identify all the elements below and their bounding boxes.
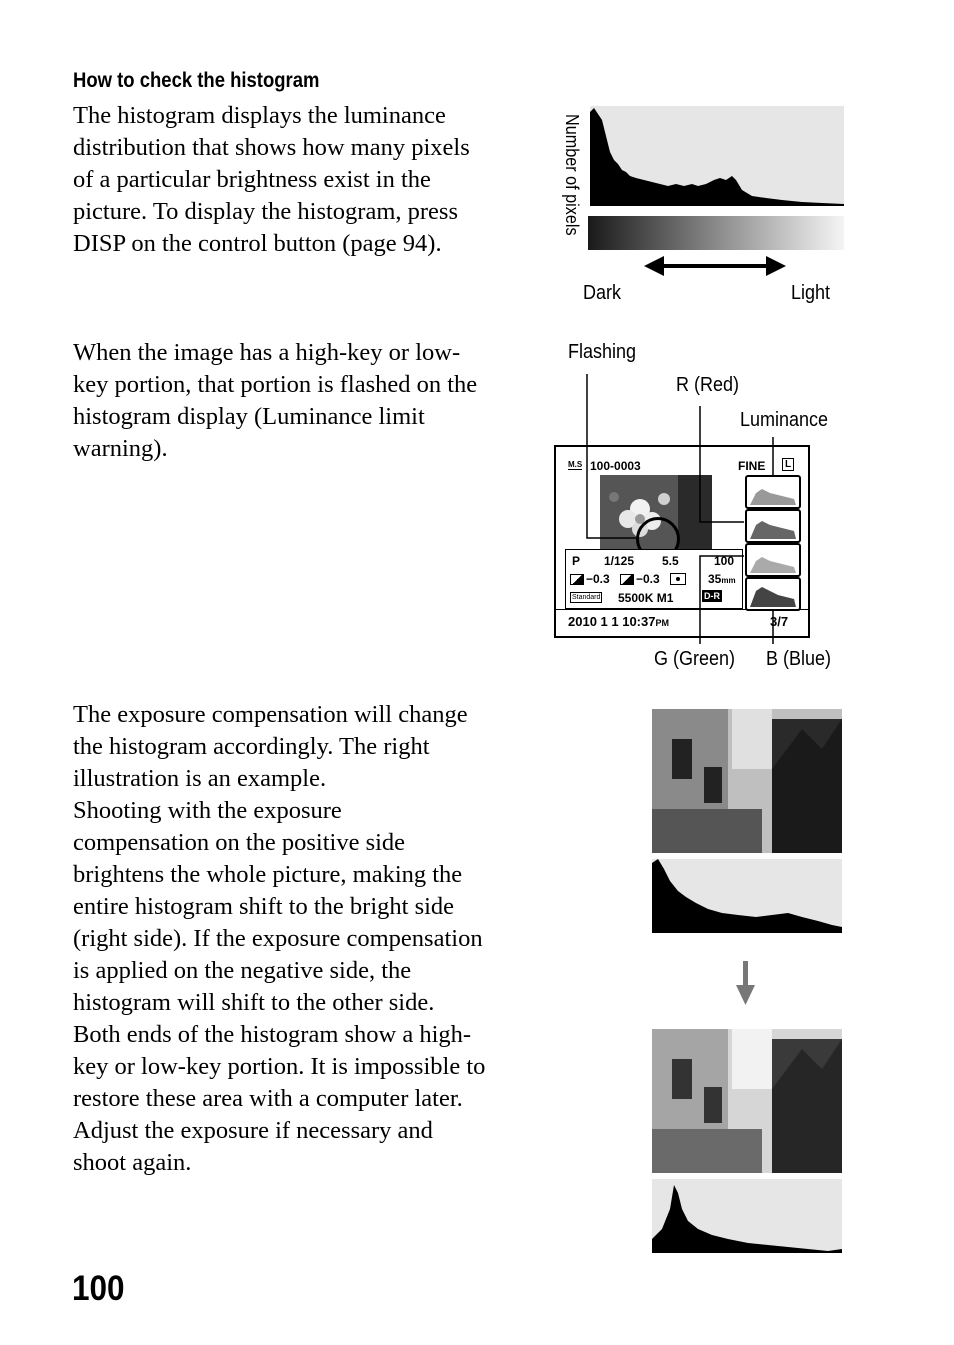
text-line: compensation on the positive side [73,829,406,856]
image-quality: FINE [738,459,766,473]
text-line: The exposure compensation will change [73,701,468,728]
text-line: picture. To display the histogram, press [73,198,459,225]
photo-after [652,1029,842,1173]
frame-counter: 3/7 [770,614,789,629]
lcd-screen [554,445,810,638]
focal-length [708,572,736,586]
text-line: key portion, that portion is flashed on the [73,371,478,398]
flash-paragraph [73,337,477,465]
blue-histogram [746,578,800,610]
light-label: Light [791,282,831,304]
exposure-comp-icon [570,574,584,585]
callout-flashing: Flashing [568,341,637,363]
text-line: shoot again. [73,1149,192,1176]
dro-indicator: D-R [704,591,720,601]
text-line: warning). [73,435,168,462]
text-line: When the image has a high-key or low- [73,339,461,366]
date-time-value: 2010 1 1 10:37 [568,614,656,629]
flash-comp-icon [620,574,634,585]
exposure-example-figure [652,709,844,1257]
section-heading: How to check the histogram [73,69,320,92]
creative-style-icon: Standard [572,594,601,601]
intro-paragraph [73,100,470,260]
callout-red: R (Red) [676,374,740,396]
histogram-before [652,859,842,933]
arrow-right-head [766,256,786,276]
text-line: The histogram displays the luminance [73,102,446,129]
text-line: key or low-key portion. It is impossible to [73,1053,486,1080]
text-line: (right side). If the exposure compensation [73,925,483,952]
text-line: Shooting with the exposure [73,797,342,824]
white-balance: 5500K M1 [618,591,674,605]
date-time [568,614,669,629]
text-line: histogram will shift to the other side. [73,989,435,1016]
callout-green: G (Green) [654,648,736,670]
down-arrow-icon [736,961,755,1005]
arrow-left-head [644,256,664,276]
exposure-paragraph [73,699,485,1179]
luminance-histogram [746,476,800,508]
metering-mode-icon [670,573,686,585]
y-axis-label: Number of pixels [562,114,582,236]
text-line: Both ends of the histogram show a high- [73,1021,472,1048]
exposure-mode: P [572,554,581,568]
folder-icon: M.S [568,460,583,469]
text-line: entire histogram shift to the bright side [73,893,455,920]
callout-blue: B (Blue) [766,648,832,670]
histogram-figure [556,106,856,326]
focal-length-value: 35 [708,572,722,586]
red-histogram [746,510,800,542]
text-line: of a particular brightness exist in the [73,166,431,193]
text-line: is applied on the negative side, the [73,957,412,984]
text-line: the histogram accordingly. The right [73,733,430,760]
shooting-info-panel [565,549,743,609]
text-line: Adjust the exposure if necessary and [73,1117,433,1144]
aperture-value: 5.5 [662,554,679,568]
text-line: histogram display (Luminance limit [73,403,425,430]
text-line: restore these area with a computer later. [73,1085,463,1112]
histogram-after [652,1179,842,1253]
image-size-icon: L [782,458,794,471]
callout-luminance: Luminance [740,409,829,431]
rgb-histograms [744,475,802,613]
exposure-comp-value: −0.3 [586,572,610,586]
file-number: 100-0003 [590,459,641,473]
brightness-gradient-bar [588,216,844,250]
text-line: distribution that shows how many pixels [73,134,470,161]
text-line: illustration is an example. [73,765,327,792]
dark-label: Dark [583,282,622,304]
green-histogram [746,544,800,576]
page-number: 100 [72,1269,125,1308]
text-line: DISP on the control button (page 94). [73,230,442,257]
flash-comp-value: −0.3 [636,572,660,586]
photo-before [652,709,842,853]
am-pm: PM [655,618,669,628]
text-line: brightens the whole picture, making the [73,861,463,888]
focal-length-unit: mm [721,576,736,585]
iso-value: 100 [714,554,735,568]
shutter-speed: 1/125 [604,554,635,568]
